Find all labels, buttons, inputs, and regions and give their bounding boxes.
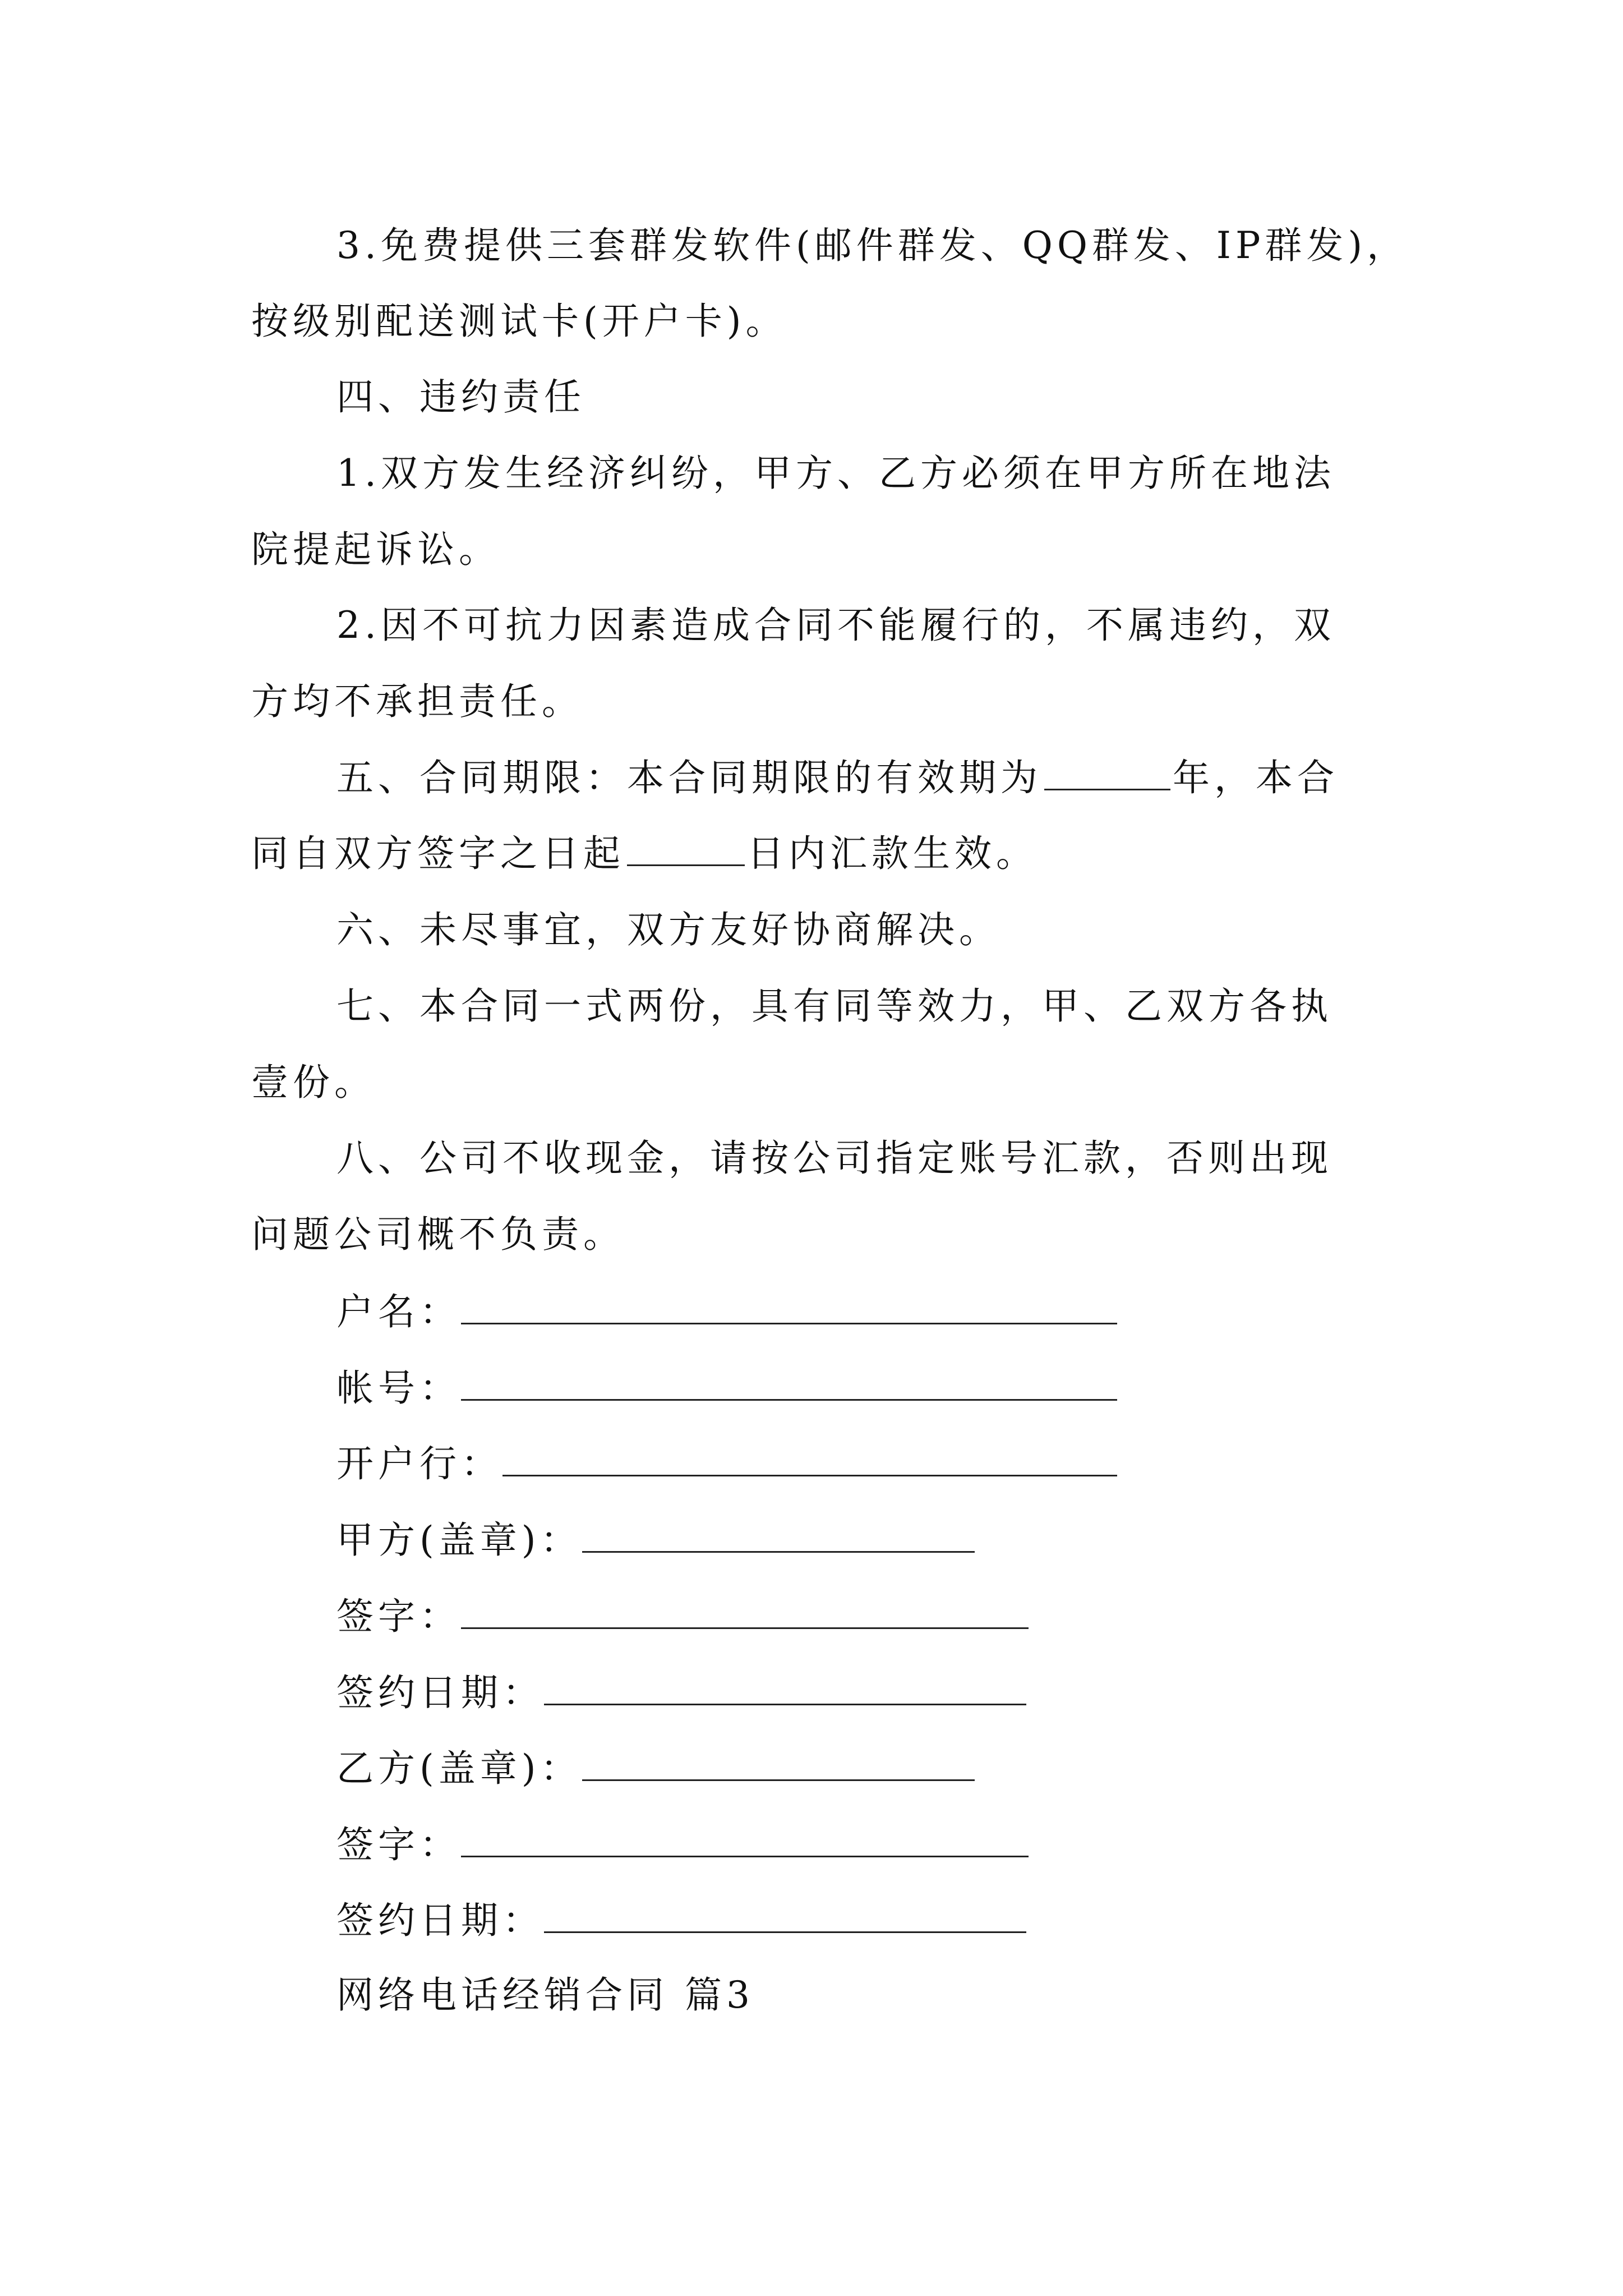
clause1-line1: 1.双方发生经济纠纷，甲方、乙方必须在甲方所在地法 [336, 452, 1335, 495]
section8-line1: 八、公司不收现金，请按公司指定账号汇款，否则出现 [336, 1137, 1332, 1180]
party-a-date-line [544, 1669, 1026, 1705]
party-b-date-row [336, 1897, 1026, 1943]
party-b-sign-row [336, 1821, 1029, 1867]
clause2-line2: 方均不承担责任。 [251, 680, 583, 723]
clause1-line2: 院提起诉讼。 [251, 528, 500, 571]
section5-line2 [251, 831, 1038, 876]
section7-line2: 壹份。 [251, 1061, 376, 1104]
party-a-date-row [336, 1669, 1026, 1715]
party-a-sign-label: 签字： [336, 1595, 461, 1638]
party-a-sign-line [461, 1593, 1029, 1629]
section7-line1: 七、本合同一式两份，具有同等效力，甲、乙双方各执 [336, 984, 1332, 1028]
party-b-date-line [544, 1897, 1026, 1933]
bank-line [502, 1440, 1117, 1476]
section5-text-c: 同自双方签字之日起 [251, 832, 625, 875]
account-number-row [336, 1364, 1117, 1411]
party-b-date-label: 签约日期： [336, 1899, 544, 1942]
item3-line1: 3.免费提供三套群发软件(邮件群发、QQ群发、IP群发)， [336, 224, 1409, 267]
party-b-sign-label: 签字： [336, 1823, 461, 1866]
section6: 六、未尽事宜，双方友好协商解决。 [336, 908, 1000, 951]
party-a-sign-row [336, 1593, 1029, 1639]
days-blank [627, 832, 745, 866]
party-a-date-label: 签约日期： [336, 1671, 544, 1714]
term-years-blank [1044, 756, 1170, 790]
party-b-seal-row [336, 1745, 975, 1791]
party-a-seal-row [336, 1516, 975, 1563]
section5-text-d: 日内汇款生效。 [747, 832, 1038, 875]
section5-line1 [336, 756, 1339, 800]
account-number-label: 帐号： [336, 1366, 461, 1410]
item3-line2: 按级别配送测试卡(开户卡)。 [251, 300, 787, 343]
party-b-seal-line [582, 1745, 975, 1781]
section5-text-a: 五、合同期限：本合同期限的有效期为 [336, 756, 1042, 799]
next-section-heading: 网络电话经销合同 篇3 [336, 1973, 754, 2017]
section4-heading: 四、违约责任 [336, 375, 585, 418]
account-name-line [461, 1288, 1117, 1324]
clause2-line1: 2.因不可抗力因素造成合同不能履行的，不属违约，双 [336, 604, 1335, 647]
account-name-label: 户名： [336, 1290, 461, 1333]
account-name-row [336, 1288, 1117, 1335]
party-b-sign-line [461, 1821, 1029, 1857]
section8-line2: 问题公司概不负责。 [251, 1213, 625, 1256]
party-a-seal-line [582, 1516, 975, 1553]
account-number-line [461, 1364, 1117, 1401]
bank-row [336, 1440, 1117, 1487]
party-b-seal-label: 乙方(盖章)： [336, 1747, 582, 1790]
party-a-seal-label: 甲方(盖章)： [336, 1519, 582, 1562]
section5-text-b: 年，本合 [1173, 756, 1339, 799]
bank-label: 开户行： [336, 1442, 502, 1485]
